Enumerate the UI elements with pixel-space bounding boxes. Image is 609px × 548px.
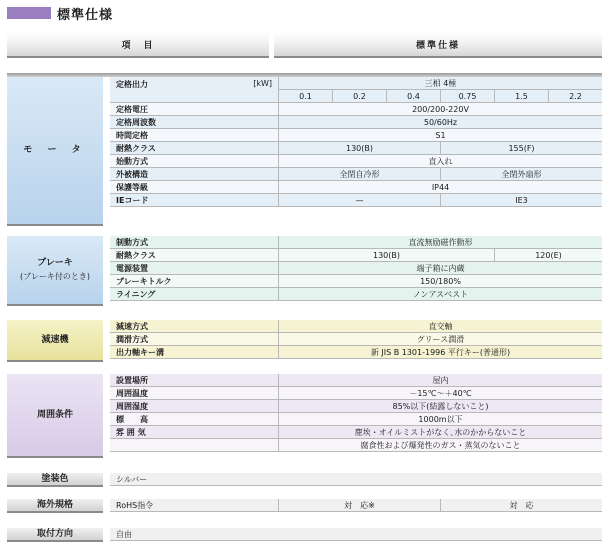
kw-cell: 2.2 <box>569 91 582 101</box>
paint-section <box>7 473 602 487</box>
table-row <box>110 275 602 288</box>
brake-category <box>7 236 103 306</box>
mounting-category: 取付方向 <box>7 528 103 542</box>
table-row <box>110 346 602 359</box>
paint-category: 塗装色 <box>7 473 103 487</box>
row-label: 定格周波数 <box>110 116 279 128</box>
overseas-category: 海外規格 <box>7 499 103 513</box>
row-value: S1 <box>435 130 446 140</box>
brake-section <box>7 236 602 306</box>
row-label: 潤滑方式 <box>110 333 279 345</box>
table-row <box>110 103 602 116</box>
brake-rows <box>110 236 602 301</box>
row-label: 標 高 <box>110 413 279 425</box>
row-value: －15℃～＋40℃ <box>409 388 472 398</box>
row-value: 85%以下(結露しないこと) <box>392 401 489 411</box>
environment-section <box>7 374 602 458</box>
row-value: IP44 <box>431 182 450 192</box>
row-label: 耐熱クラス <box>110 249 279 261</box>
overseas-section <box>7 499 602 513</box>
table-row <box>110 387 602 400</box>
row-label: 耐熱クラス <box>110 142 279 154</box>
reducer-category: 減速機 <box>7 320 103 362</box>
kw-cell: 0.4 <box>387 90 441 102</box>
table-row <box>110 426 602 439</box>
row-value: 塵埃・オイルミストがなく､水のかからないこと <box>354 427 527 437</box>
rated-output-kw-cells <box>279 90 602 102</box>
reducer-section <box>7 320 602 362</box>
overseas-value: 対 応 <box>509 500 534 510</box>
row-value: 120(E) <box>535 250 562 260</box>
table-row <box>110 473 602 486</box>
page-title <box>7 5 113 21</box>
row-value: 200/200-220V <box>412 104 469 114</box>
table-row <box>110 400 602 413</box>
row-label: 雰 囲 気 <box>110 426 279 438</box>
table-row <box>110 77 602 103</box>
table-row <box>110 333 602 346</box>
title-bar-decoration <box>7 7 51 19</box>
row-value: IE3 <box>515 195 528 205</box>
row-value: ノンアスベスト <box>412 289 469 299</box>
row-value: 腐食性および爆発性のガス・蒸気のないこと <box>360 440 521 450</box>
row-value: グリース潤滑 <box>416 334 465 344</box>
kw-cell: 0.75 <box>441 90 495 102</box>
table-row <box>110 374 602 387</box>
row-label-text: 定格出力 <box>116 80 148 89</box>
table-row <box>110 320 602 333</box>
table-row <box>110 288 602 301</box>
row-label: 設置場所 <box>110 374 279 386</box>
row-label: 周囲温度 <box>110 387 279 399</box>
kw-cell: 1.5 <box>495 90 549 102</box>
table-row <box>110 168 602 181</box>
environment-category: 周囲条件 <box>7 374 103 458</box>
table-row <box>110 116 602 129</box>
motor-rows <box>110 77 602 207</box>
table-row <box>110 249 602 262</box>
row-value: 直入れ <box>428 156 453 166</box>
rated-output-header: 三相 4極 <box>279 77 602 90</box>
header-item-column: 項 目 <box>7 32 269 58</box>
table-row <box>110 439 602 452</box>
row-value: 50/60Hz <box>423 117 458 127</box>
environment-rows <box>110 374 602 452</box>
row-label: 電源装置 <box>110 262 279 274</box>
mounting-value: 自由 <box>116 529 132 539</box>
table-row <box>110 129 602 142</box>
table-row <box>110 236 602 249</box>
brake-category-line2: (ブレーキ付のとき) <box>20 272 90 281</box>
row-value: 全閉外扇形 <box>501 169 542 179</box>
reducer-rows <box>110 320 602 359</box>
table-row <box>110 528 602 541</box>
row-value: 130(B) <box>279 142 441 154</box>
kw-cell: 0.2 <box>333 90 387 102</box>
header-spec-column: 標準仕様 <box>274 32 602 58</box>
table-row <box>110 155 602 168</box>
row-label: 時間定格 <box>110 129 279 141</box>
row-label <box>110 439 279 451</box>
row-value: 全閉自冷形 <box>279 168 441 180</box>
overseas-label: RoHS指令 <box>110 499 279 511</box>
mounting-rows <box>110 528 602 541</box>
rated-output-values <box>279 77 602 102</box>
row-value: 直交軸 <box>428 321 453 331</box>
table-row <box>110 262 602 275</box>
motor-section <box>7 77 602 226</box>
row-value: 1000m以下 <box>418 414 463 424</box>
row-label: 制動方式 <box>110 236 279 248</box>
title-text: 標準仕様 <box>57 7 114 23</box>
row-value: 直流無励磁作動形 <box>408 237 473 247</box>
table-row <box>110 181 602 194</box>
row-label <box>110 77 279 102</box>
row-label: 周囲湿度 <box>110 400 279 412</box>
table-row <box>110 142 602 155</box>
row-value: 130(B) <box>279 249 495 261</box>
row-label: 出力軸キー溝 <box>110 346 279 358</box>
row-value: 屋内 <box>432 375 449 385</box>
kw-cell: 0.1 <box>279 90 333 102</box>
row-label: 定格電圧 <box>110 103 279 115</box>
row-label: 始動方式 <box>110 155 279 167</box>
row-value: 新 JIS B 1301-1996 平行キー(普通形) <box>370 347 511 357</box>
brake-category-line1: ブレーキ <box>37 258 73 268</box>
overseas-rows <box>110 499 602 512</box>
row-unit: [kW] <box>253 79 272 88</box>
row-label: 外被構造 <box>110 168 279 180</box>
overseas-value: 対 応※ <box>279 499 441 511</box>
row-label: 減速方式 <box>110 320 279 332</box>
motor-category: モ ー タ <box>7 77 103 226</box>
paint-rows <box>110 473 602 486</box>
row-value: 150/180% <box>420 276 461 286</box>
row-label: ライニング <box>110 288 279 300</box>
table-row <box>110 499 602 512</box>
row-label: 保護等級 <box>110 181 279 193</box>
row-label: ブレーキトルク <box>110 275 279 287</box>
mounting-section <box>7 528 602 542</box>
row-value: 155(F) <box>508 143 535 153</box>
row-value: — <box>279 194 441 206</box>
table-row <box>110 413 602 426</box>
row-value: 端子箱に内蔵 <box>416 263 465 273</box>
paint-value: シルバー <box>116 474 148 484</box>
table-row <box>110 194 602 207</box>
row-label: IEコード <box>110 194 279 206</box>
